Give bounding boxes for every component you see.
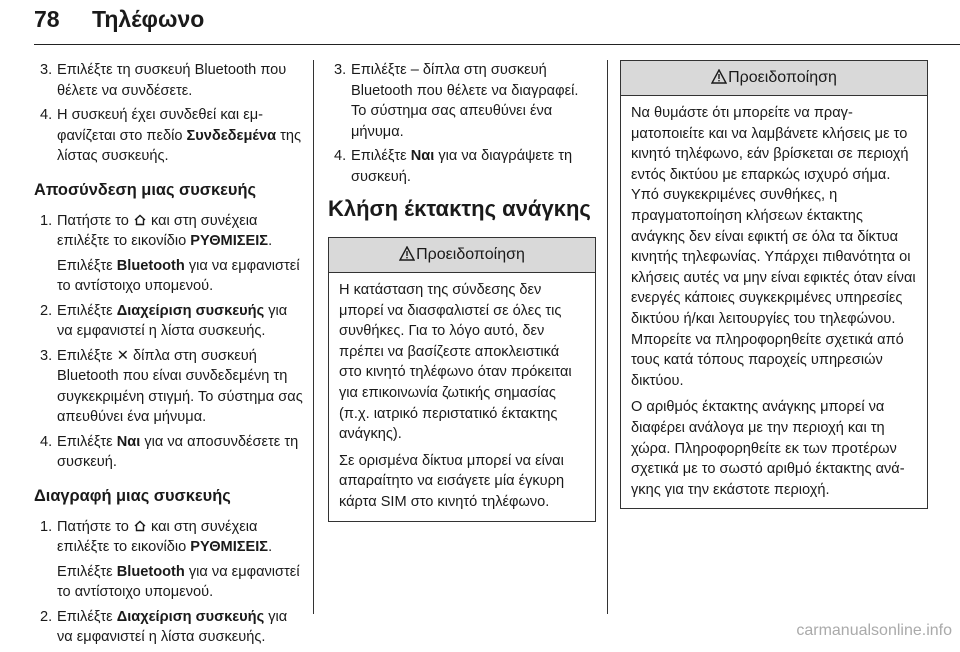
- warning-box: [620, 60, 928, 509]
- list-item: 1. Πατήστε το και στη συνέχεια επιλέξτε το εικονίδιο ΡΥΘΜΙΣΕΙΣ. Επιλέξτε Bluetooth για να εμφανιστεί το αντίστοιχο υπομενού.: [40, 212, 300, 294]
- warning-header: Προειδοποίηση: [621, 61, 927, 96]
- column-3: [620, 60, 928, 509]
- home-icon: [133, 519, 147, 533]
- watermark: carmanualsonline.info: [796, 622, 952, 639]
- warning-box: [328, 237, 596, 522]
- column-divider: [313, 60, 314, 614]
- warning-header: Προειδοποίηση: [329, 238, 595, 273]
- column-1: [34, 60, 306, 652]
- warning-triangle-icon: [399, 246, 415, 261]
- warning-text: Η κατάσταση της σύνδεσης δεν μπορεί να διασφαλιστεί σε όλες τις συνθήκες. Για το λόγο αυτό, δεν πρέπει να βασίζεστε αποκλειστικά στο κινητό τηλέφωνο όταν πρόκειται για επικοινωνία ζωτικής σημασίας (π.χ. ιατρικό περιστατικό έκτακτης ανάγκης).: [339, 282, 572, 443]
- list-item: 4. Η συσκευή έχει συνδεθεί και εμφανίζεται στο πεδίο Συνδεδεμένα της λίστας συσκευής.: [40, 107, 302, 164]
- list-item: 3. Επιλέξτε ✕ δίπλα στη συσκευή Bluetooth που είναι συνδεδεμένη τη συγκεκριμένη στιγμή. Το σύστημα σας απευθύνει ένα μήνυμα.: [40, 347, 303, 425]
- column-2: [328, 60, 596, 522]
- section-heading-delete: Διαγραφή μιας συσκευής: [34, 486, 231, 505]
- warning-text: Ο αριθμός έκτακτης ανάγκης μπορεί να διαφέρει ανάλογα με την περιοχή και τη χώρα. Πληροφορηθείτε εκ των προτέρων σχετικά με το σωστό αριθμό έκτακτης ανάγκης για την εκάστοτε περιοχή.: [631, 399, 905, 498]
- section-heading-emergency: Κλήση έκτακτης ανάγκης: [328, 196, 591, 221]
- close-icon: ✕: [116, 347, 129, 364]
- page-number: 78: [34, 6, 60, 32]
- list-item: 1. Πατήστε το και στη συνέχεια επιλέξτε το εικονίδιο ΡΥΘΜΙΣΕΙΣ. Επιλέξτε Bluetooth για να εμφανιστεί το αντίστοιχο υπομενού.: [40, 518, 300, 600]
- list-item: 4. Επιλέξτε Ναι για να αποσυνδέσετε τη συσκευή.: [40, 433, 299, 470]
- list-item: 3. Επιλέξτε – δίπλα στη συσκευή Bluetooth που θέλετε να διαγραφεί. Το σύστημα σας απευθύνει ένα μήνυμα.: [334, 62, 579, 140]
- section-heading-disconnect: Αποσύνδεση μιας συσκευής: [34, 180, 257, 199]
- column-divider: [607, 60, 608, 614]
- list-item: 2. Επιλέξτε Διαχείριση συσκευής για να εμφανιστεί η λίστα συσκευής.: [40, 302, 288, 339]
- list-item: 3. Επιλέξτε τη συσκευή Bluetooth που θέλετε να συνδέσετε.: [40, 62, 287, 99]
- list-item: 4. Επιλέξτε Ναι για να διαγράψετε τη συσκευή.: [334, 148, 573, 185]
- page-header: [34, 6, 934, 46]
- list-item: 2. Επιλέξτε Διαχείριση συσκευής για να εμφανιστεί η λίστα συσκευής.: [40, 608, 288, 645]
- home-icon: [133, 213, 147, 227]
- minus-icon: –: [410, 62, 419, 78]
- header-rule: [34, 44, 960, 45]
- warning-text: Σε ορισμένα δίκτυα μπορεί να είναι απαραίτητο να εισάγετε μία έγκυρη κάρτα SIM στο κινητό τηλέφωνο.: [339, 452, 565, 510]
- page-title: Τηλέφωνο: [92, 6, 205, 32]
- warning-triangle-icon: [711, 69, 727, 84]
- warning-text: Να θυμάστε ότι μπορείτε να πραγματοποιείτε και να λαμβάνετε κλήσεις με το κινητό τηλέφωνο, εάν βρίσκεται σε περιοχή εντός δικτύου με επαρκώς ισχυρό σήμα. Υπό συγκεκριμένες συνθήκες, η πραγματοποίηση κλήσεων έκτακτης ανάγκης δεν είναι εφικτή σε όλα τα δίκτυα κινητής τηλεφωνίας. Υπάρχει πιθανότητα οι κλήσεις αυτές να μην είναι εφικτές όταν είναι ενεργές κάποιες συγκεκριμένες υπηρεσίες δικτύου ή/και λειτουργίες του τηλεφώνου. Μπορείτε να πληροφορηθείτε σχετικά από τους κατά τόπους παροχείς υπηρεσιών δικτύου.: [631, 105, 916, 389]
